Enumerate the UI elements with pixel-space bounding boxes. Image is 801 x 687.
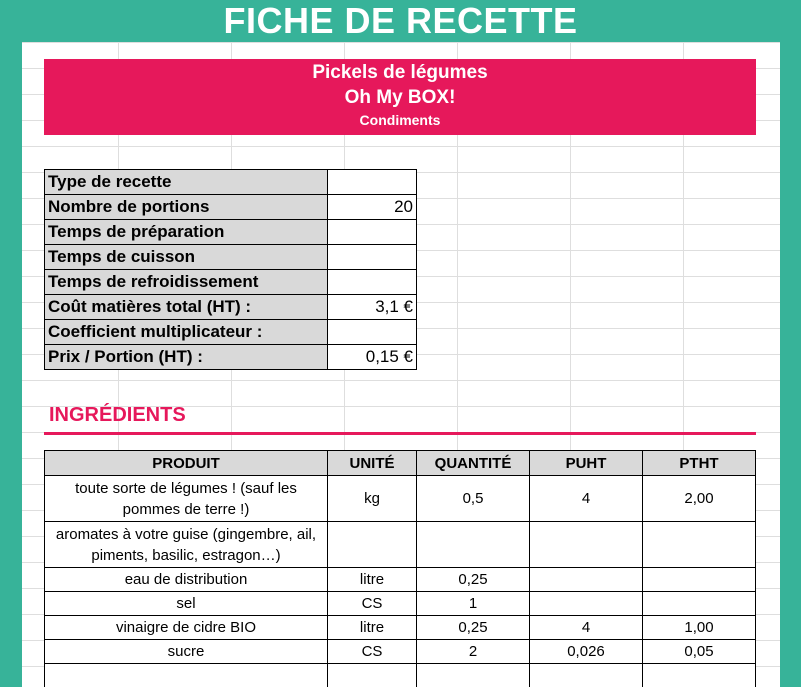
- cell-puht[interactable]: [530, 522, 643, 568]
- table-row: [45, 592, 756, 616]
- info-label: Temps de refroidissement: [45, 270, 328, 295]
- cell-unite[interactable]: CS: [328, 640, 417, 664]
- info-label: Temps de préparation: [45, 220, 328, 245]
- info-label: Coefficient multiplicateur :: [45, 320, 328, 345]
- column-header-ptht: PTHT: [643, 451, 756, 476]
- cell-produit[interactable]: vinaigre de cidre BIO: [45, 616, 328, 640]
- spreadsheet: [22, 42, 780, 687]
- cell-ptht[interactable]: [643, 568, 756, 592]
- table-row: [45, 664, 756, 687]
- info-row: [45, 295, 417, 320]
- info-row: [45, 345, 417, 370]
- recipe-category: Condiments: [359, 112, 441, 128]
- cell-unite[interactable]: litre: [328, 616, 417, 640]
- info-value[interactable]: 3,1 €: [328, 295, 417, 320]
- cell-unite[interactable]: [328, 522, 417, 568]
- cell-unite[interactable]: kg: [328, 476, 417, 522]
- cell-puht[interactable]: [530, 568, 643, 592]
- table-row: [45, 568, 756, 592]
- recipe-brand: Oh My BOX!: [344, 87, 456, 108]
- ingredients-header-row: [45, 451, 756, 476]
- cell-puht[interactable]: 4: [530, 616, 643, 640]
- table-row: [45, 476, 756, 522]
- cell-quantite[interactable]: 2: [417, 640, 530, 664]
- cell-quantite[interactable]: 0,5: [417, 476, 530, 522]
- cell-quantite[interactable]: 0,25: [417, 616, 530, 640]
- info-value[interactable]: [328, 220, 417, 245]
- info-value[interactable]: 0,15 €: [328, 345, 417, 370]
- info-row: [45, 245, 417, 270]
- info-label: Coût matières total (HT) :: [45, 295, 328, 320]
- ingredients-heading: INGRÉDIENTS: [49, 404, 186, 426]
- recipe-info-table: [44, 169, 417, 370]
- cell-ptht[interactable]: [643, 664, 756, 687]
- info-row: [45, 320, 417, 345]
- info-label: Nombre de portions: [45, 195, 328, 220]
- column-header-unite: UNITÉ: [328, 451, 417, 476]
- cell-ptht[interactable]: 2,00: [643, 476, 756, 522]
- cell-puht[interactable]: [530, 592, 643, 616]
- info-label: Type de recette: [45, 170, 328, 195]
- info-label: Temps de cuisson: [45, 245, 328, 270]
- section-divider: [44, 432, 756, 435]
- info-row: [45, 220, 417, 245]
- info-row: [45, 270, 417, 295]
- cell-produit[interactable]: sel: [45, 592, 328, 616]
- recipe-name: Pickels de légumes: [312, 62, 488, 83]
- column-header-quantite: QUANTITÉ: [417, 451, 530, 476]
- recipe-banner: [44, 59, 756, 135]
- cell-unite[interactable]: [328, 664, 417, 687]
- cell-produit[interactable]: eau de distribution: [45, 568, 328, 592]
- cell-puht[interactable]: 0,026: [530, 640, 643, 664]
- cell-quantite[interactable]: [417, 664, 530, 687]
- column-header-produit: PRODUIT: [45, 451, 328, 476]
- info-row: [45, 195, 417, 220]
- cell-ptht[interactable]: 1,00: [643, 616, 756, 640]
- cell-unite[interactable]: CS: [328, 592, 417, 616]
- info-row: [45, 170, 417, 195]
- table-row: [45, 522, 756, 568]
- cell-produit[interactable]: aromates à votre guise (gingembre, ail, piments, basilic, estragon…): [45, 522, 328, 568]
- info-value[interactable]: [328, 245, 417, 270]
- info-value[interactable]: [328, 170, 417, 195]
- cell-ptht[interactable]: 0,05: [643, 640, 756, 664]
- cell-puht[interactable]: 4: [530, 476, 643, 522]
- info-value[interactable]: 20: [328, 195, 417, 220]
- cell-unite[interactable]: litre: [328, 568, 417, 592]
- cell-produit[interactable]: [45, 664, 328, 687]
- cell-ptht[interactable]: [643, 592, 756, 616]
- cell-produit[interactable]: sucre: [45, 640, 328, 664]
- cell-puht[interactable]: [530, 664, 643, 687]
- cell-quantite[interactable]: [417, 522, 530, 568]
- cell-quantite[interactable]: 1: [417, 592, 530, 616]
- table-row: [45, 640, 756, 664]
- cell-quantite[interactable]: 0,25: [417, 568, 530, 592]
- ingredients-table: [44, 450, 756, 687]
- cell-ptht[interactable]: [643, 522, 756, 568]
- page-title: FICHE DE RECETTE: [223, 0, 578, 41]
- info-value[interactable]: [328, 320, 417, 345]
- table-row: [45, 616, 756, 640]
- info-value[interactable]: [328, 270, 417, 295]
- cell-produit[interactable]: toute sorte de légumes ! (sauf les pommes de terre !): [45, 476, 328, 522]
- info-label: Prix / Portion (HT) :: [45, 345, 328, 370]
- column-header-puht: PUHT: [530, 451, 643, 476]
